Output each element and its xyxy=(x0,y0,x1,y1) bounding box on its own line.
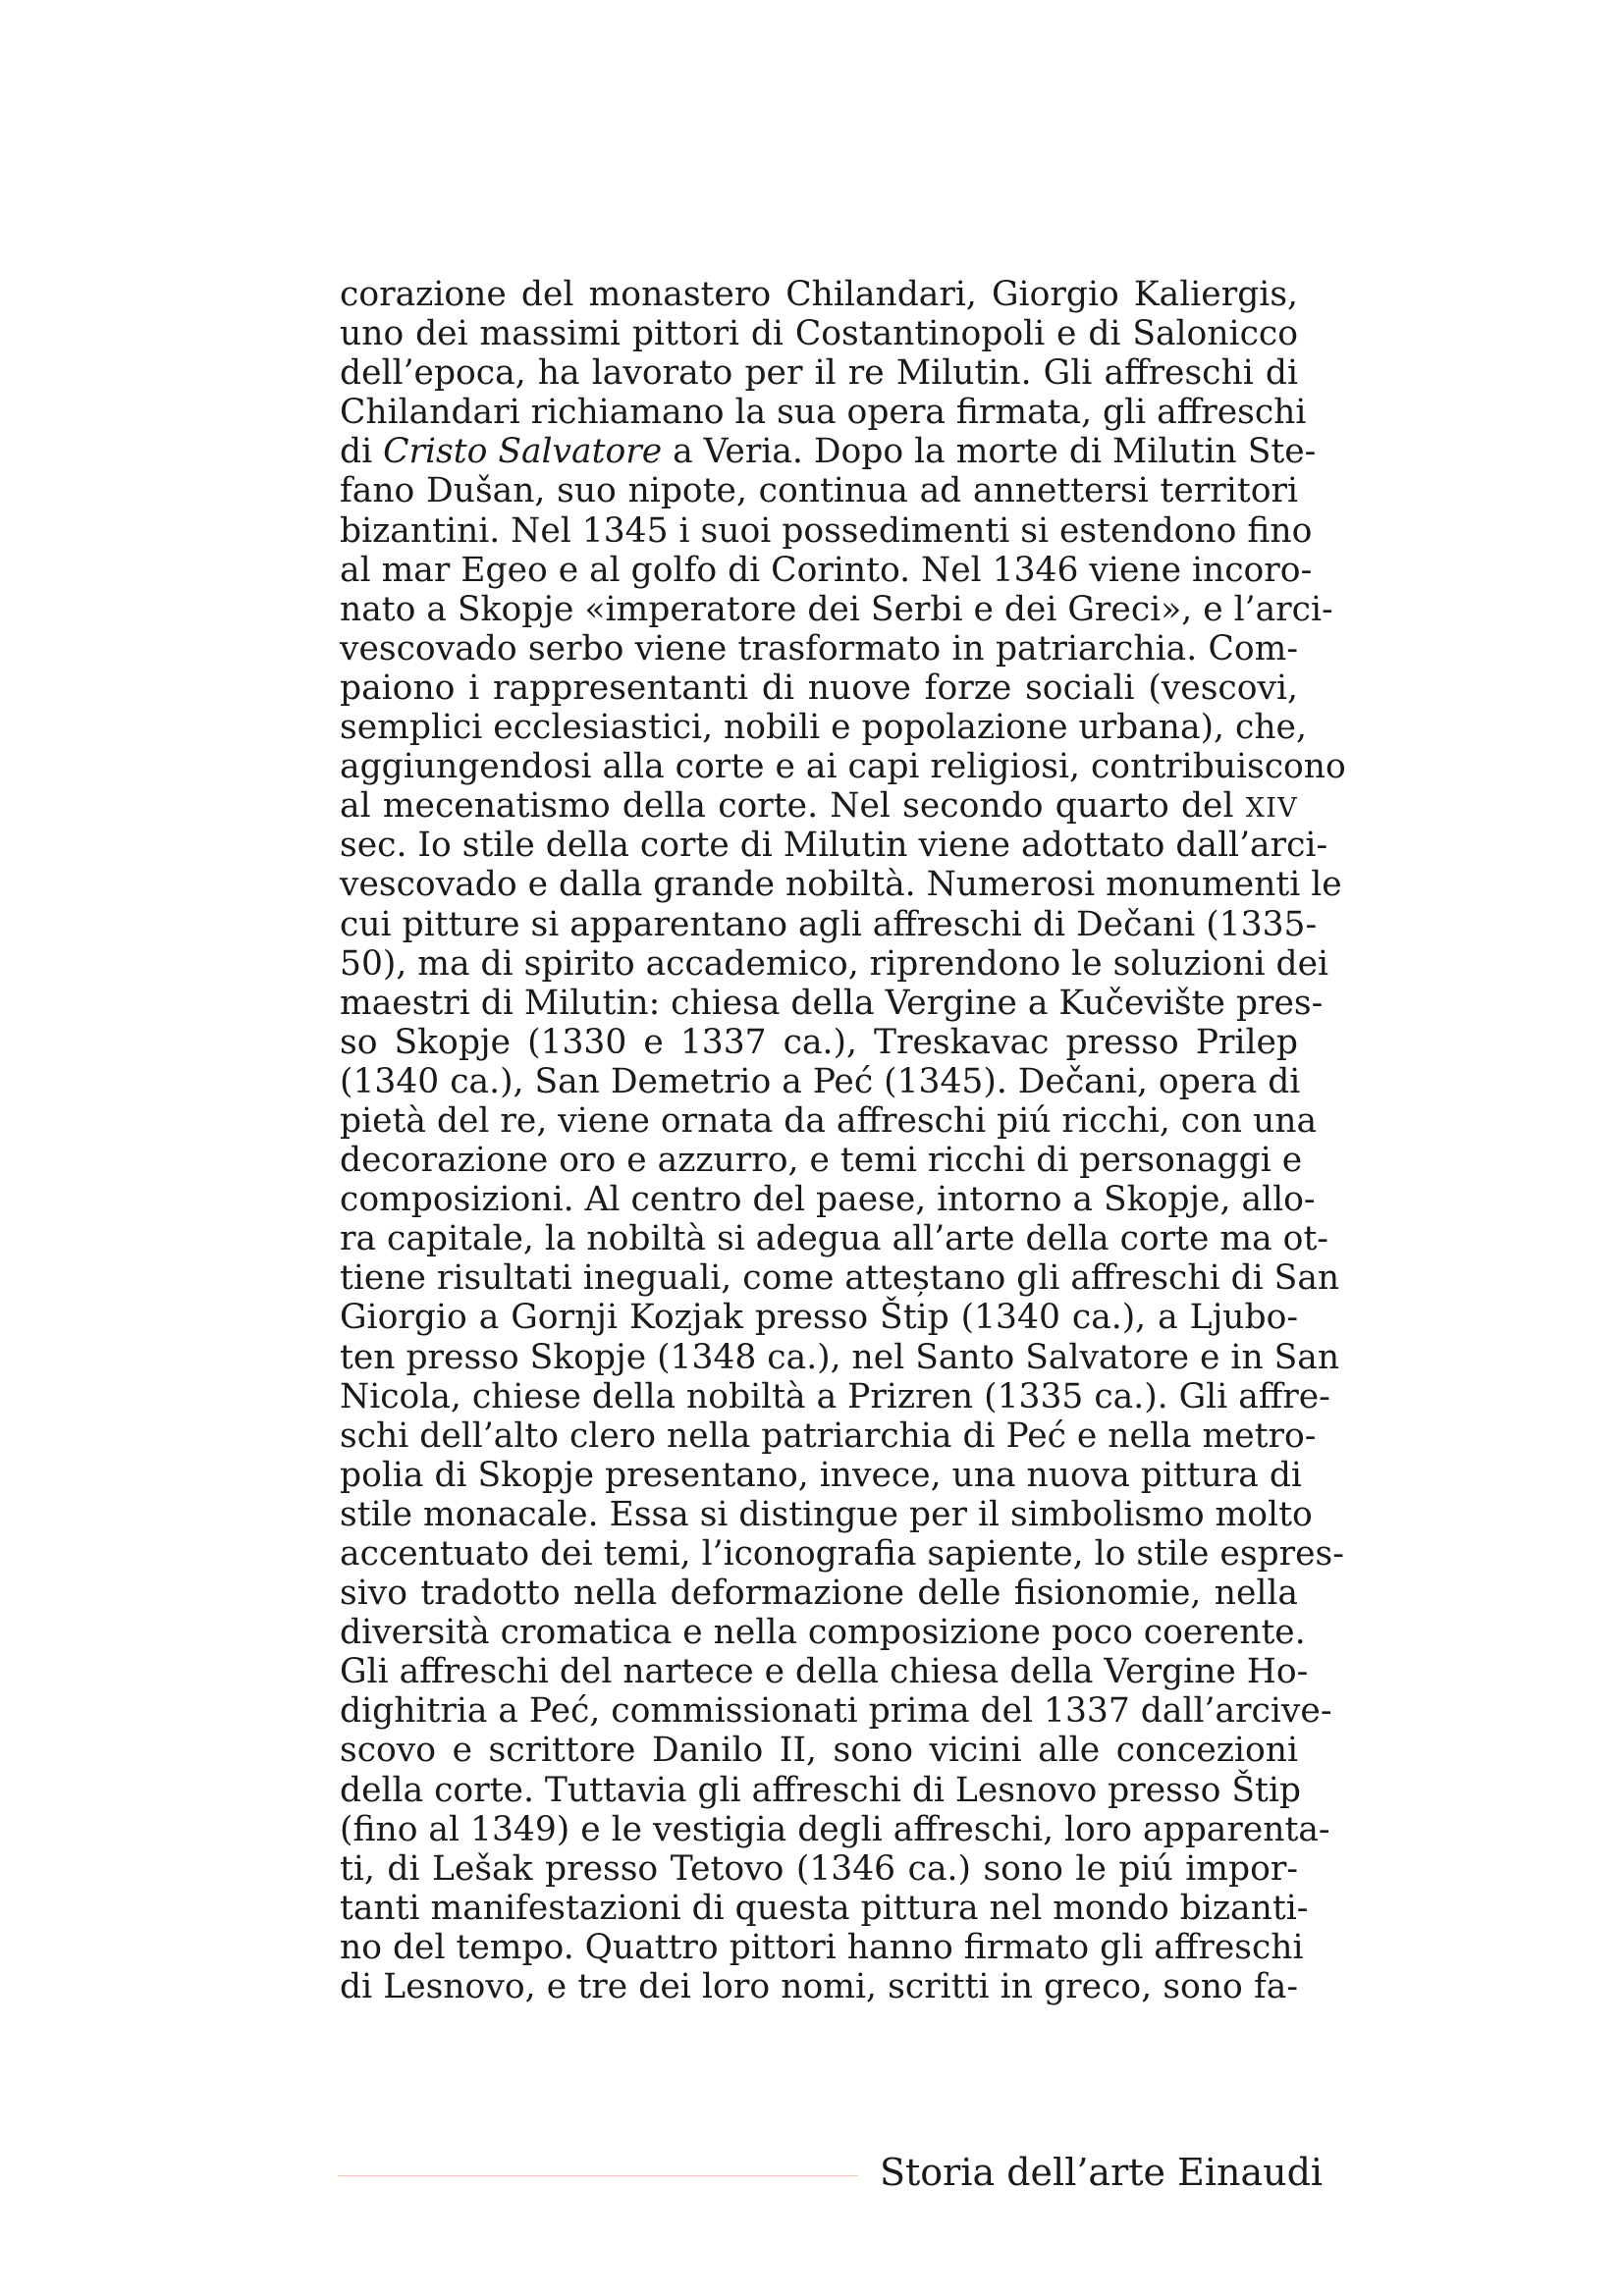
text-line: corazione del monastero Chilandari, Giorgio Kaliergis, xyxy=(340,275,1298,314)
footer-rule xyxy=(338,2175,858,2176)
text-line: pietà del re, viene ornata da affreschi piú ricchi, con una xyxy=(340,1100,1318,1141)
text-line: nato a Skopje «imperatore dei Serbi e dei Greci», e l’arci- xyxy=(340,589,1333,629)
text-line: tanti manifestazioni di questa pittura nel mondo bizanti- xyxy=(340,1888,1309,1928)
text-line: dighitria a Peć, commissionati prima del 1337 dall’arcive- xyxy=(340,1691,1332,1732)
text-line: 50), ma di spirito accademico, riprendono le soluzioni dei xyxy=(340,943,1329,984)
text-line: vescovado serbo viene trasformato in patriarchia. Com- xyxy=(340,628,1298,668)
text-line: Nicola, chiese della nobiltà a Prizren (1335 ca.). Gli affre- xyxy=(340,1376,1330,1416)
text-line: vescovado e dalla grande nobiltà. Numerosi monumenti le xyxy=(340,865,1342,905)
text-line: accentuato dei temi, l’iconografia sapiente, lo stile espres- xyxy=(340,1534,1344,1574)
text-line: polia di Skopje presentano, invece, una nuova pittura di xyxy=(340,1455,1302,1495)
text-line: ten presso Skopje (1348 ca.), nel Santo Salvatore e in San xyxy=(340,1337,1340,1377)
text-line: al mar Egeo e al golfo di Corinto. Nel 1346 viene incoro- xyxy=(340,550,1313,590)
text-line: sivo tradotto nella deformazione delle fisionomie, nella xyxy=(340,1574,1298,1614)
text-line: maestri di Milutin: chiesa della Vergine a Kučevište pres- xyxy=(340,983,1324,1023)
text-line: diversità cromatica e nella composizione poco coerente. xyxy=(340,1613,1306,1653)
text-line: al mecenatismo della corte. Nel secondo quarto del XIV xyxy=(340,786,1298,827)
text-line: (fino al 1349) e le vestigia degli affreschi, loro apparenta- xyxy=(340,1809,1330,1849)
text-line: uno dei massimi pittori di Costantinopoli e di Salonicco xyxy=(340,314,1298,354)
text-line: bizantini. Nel 1345 i suoi possedimenti si estendono fino xyxy=(340,510,1313,551)
text-line: tiene risultati ineguali, come atteștano gli affreschi di San xyxy=(340,1258,1340,1299)
body-text xyxy=(340,275,1346,2007)
text-line: Giorgio a Gornji Kozjak presso Štip (1340 ca.), a Ljubo- xyxy=(340,1298,1298,1338)
text-line: so Skopje (1330 e 1337 ca.), Treskavac presso Prilep xyxy=(340,1022,1298,1062)
text-line: di Cristo Salvatore a Veria. Dopo la morte di Milutin Ste- xyxy=(340,432,1317,472)
text-line: composizioni. Al centro del paese, intorno a Skopje, allo- xyxy=(340,1180,1316,1220)
text-line: fano Dušan, suo nipote, continua ad annettersi territori xyxy=(340,471,1298,511)
text-line: (1340 ca.), San Demetrio a Peć (1345). Dečani, opera di xyxy=(340,1061,1301,1101)
text-line: cui pitture si apparentano agli affreschi di Dečani (1335- xyxy=(340,904,1318,944)
text-line: ti, di Lešak presso Tetovo (1346 ca.) sono le piú impor- xyxy=(340,1848,1298,1889)
text-line: decorazione oro e azzurro, e temi ricchi di personaggi e xyxy=(340,1141,1303,1181)
text-line: della corte. Tuttavia gli affreschi di Lesnovo presso Štip xyxy=(340,1770,1301,1810)
text-line: dell’epoca, ha lavorato per il re Milutin. Gli affreschi di xyxy=(340,353,1298,394)
text-line: sec. Io stile della corte di Milutin viene adottato dall’arci- xyxy=(340,826,1328,866)
text-line: Chilandari richiamano la sua opera firmata, gli affreschi xyxy=(340,393,1307,433)
text-line: Gli affreschi del nartece e della chiesa della Vergine Ho- xyxy=(340,1652,1309,1692)
footer-title: Storia dell’arte Einaudi xyxy=(880,2151,1324,2194)
text-line: paiono i rappresentanti di nuove forze sociali (vescovi, xyxy=(340,667,1298,708)
text-line: scovo e scrittore Danilo II, sono vicini alle concezioni xyxy=(340,1731,1298,1771)
text-line: schi dell’alto clero nella patriarchia di Peć e nella metro- xyxy=(340,1415,1317,1456)
text-line: di Lesnovo, e tre dei loro nomi, scritti in greco, sono fa- xyxy=(340,1967,1298,2007)
text-line: semplici ecclesiastici, nobili e popolazione urbana), che, xyxy=(340,708,1307,748)
text-line: ra capitale, la nobiltà si adegua all’arte della corte ma ot- xyxy=(340,1219,1328,1259)
italic-title: Cristo Salvatore xyxy=(383,432,663,472)
century-numeral: XIV xyxy=(1245,793,1298,825)
text-line: aggiungendosi alla corte e ai capi religiosi, contribuiscono xyxy=(340,747,1346,787)
text-line: no del tempo. Quattro pittori hanno firmato gli affreschi xyxy=(340,1927,1304,1967)
text-line: stile monacale. Essa si distingue per il simbolismo molto xyxy=(340,1494,1313,1534)
